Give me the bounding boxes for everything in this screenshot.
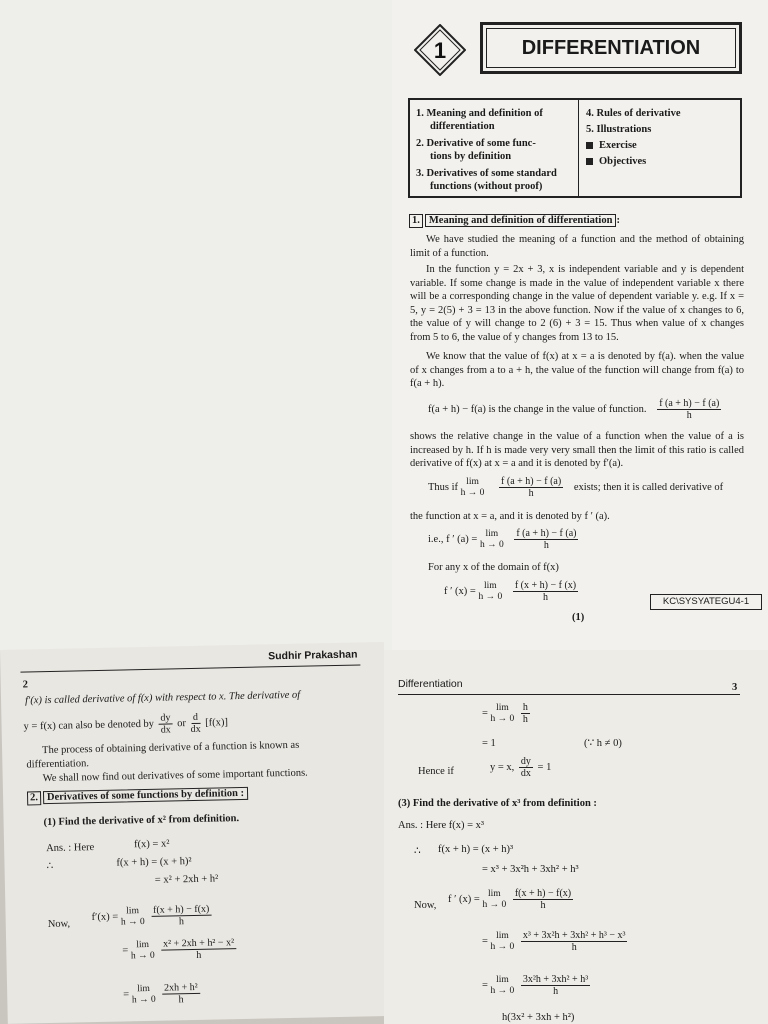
step: = lim h → 0 $\frac{\text{3x²h + 3xh² + h³}}{h}$ [482, 974, 589, 997]
paragraph: In the function y = 2x + 3, x is independent variable and y is dependent variable. If some change is made in the value of independent variable x there will be a corresponding change in the value of dependent variable y. e.g. If x = 5, y = 2(5) + 3 = 13 in the above function. Now if the value of x changes to 6, the value of y will change to 2 (6) + 3 = 15. Thus when value of x changes from 5 to 6, the value of y changes from 13 to 15. [410, 264, 744, 343]
step: = lim h → 0 $\frac{\text{2xh + h²}}{h}$ [123, 982, 202, 1007]
bullet-icon [586, 158, 593, 165]
paragraph: shows the relative change in the value of a function when the value of a is increased by h. If h is made very very small then the limit of this ratio is called derivative of f(x) at x = a and it is denoted by f′(a). [410, 431, 744, 469]
text-line: f′(x) is called derivative of f(x) with respect to x. The derivative of [24, 689, 301, 707]
chapter-opening-page [392, 0, 768, 650]
therefore-symbol: ∴ [46, 860, 54, 873]
bullet-icon [586, 142, 593, 149]
notation-line: y = f(x) can also be denoted by $\frac{dy}{dx}$ or $\frac{d}{dx}$ [f(x)] [23, 711, 229, 736]
running-header: Sudhir Prakashan [268, 648, 358, 663]
step: f′(x) = lim h → 0 $\frac{f(x + h) - f(x)}{h}$ [91, 904, 213, 930]
toc-item: functions (without proof) [430, 181, 543, 192]
step: = x² + 2xh + h² [154, 873, 219, 886]
running-header: Differentiation [398, 678, 463, 690]
step: = lim h → 0 $\frac{\text{x² + 2xh + h² − x²}}{h}$ [122, 937, 238, 962]
paragraph: We know that the value of f(x) at x = a is denoted by f(a). when the value of x changes from a to a + h, the value of the function will change from f(a) to f(a + h). [410, 351, 744, 389]
paragraph: We have studied the meaning of a function and the method of obtaining limit of a function. [410, 234, 744, 259]
hence-result: y = x, $\frac{dy}{dx}$ = 1 [490, 756, 552, 779]
section-heading: 2. Derivatives of some functions by definition : [27, 787, 248, 806]
question: (3) Find the derivative of x³ from definition : [398, 798, 597, 809]
toc-item: Objectives [586, 156, 646, 168]
page-number: 2 [22, 679, 29, 691]
answer-label: Ans. : Here f(x) = x³ [398, 820, 485, 831]
now-label: Now, [47, 918, 71, 931]
step: f(x + h) = (x + h)³ [438, 844, 514, 855]
page-code-tag: KC\SYSYATEGU4-1 [650, 594, 762, 610]
text-line: We shall now find out derivatives of some important functions. [42, 767, 308, 785]
toc-item: 1. Meaning and definition of [416, 108, 543, 119]
step: = x³ + 3x²h + 3xh² + h³ [482, 864, 579, 875]
toc-item: 4. Rules of derivative [586, 108, 681, 119]
step: f ′ (x) = lim h → 0 $\frac{f(x + h) - f(x)}{h}$ [448, 888, 572, 911]
chapter-contents-box [408, 98, 742, 198]
chapter-number-diamond [414, 24, 466, 76]
toc-item: 3. Derivatives of some standard [416, 168, 557, 179]
chapter-title-box [480, 22, 742, 74]
toc-item: 5. Illustrations [586, 124, 652, 135]
toc-item: Exercise [586, 140, 637, 152]
toc-item: differentiation [430, 121, 495, 132]
note: (∵ h ≠ 0) [584, 738, 622, 749]
paragraph: For any x of the domain of f(x) [428, 562, 559, 573]
definition-line: Thus if lim h → 0 $\frac{f (a + h) - f (a)}{h}$ exists; then it is called derivative of [428, 476, 724, 499]
derivative-formula: f ′ (x) = lim h → 0 $\frac{f (x + h) - f (x)}{h}$ [444, 580, 577, 603]
change-line: f(a + h) − f(a) is the change in the value of function. $\frac{f (a + h) - f (a)}{h}$ [428, 398, 720, 421]
text-line: The process of obtaining derivative of a function is known as [42, 739, 300, 757]
step: = 1 [482, 738, 496, 749]
chapter-number: 1 [433, 38, 447, 63]
answer-label: Ans. : Here [46, 842, 95, 855]
toc-item: tions by definition [430, 151, 512, 162]
step: = lim h → 0 $\frac{\text{x³ + 3x²h + 3xh² + h³ − x³}}{h}$ [482, 930, 626, 953]
hence-label: Hence if [418, 766, 454, 777]
derivative-at-a: i.e., f ′ (a) = lim h → 0 $\frac{f (a + h) - f (a)}{h}$ [428, 528, 577, 551]
page-2 [0, 642, 392, 1024]
step: = lim h → 0 $\frac{h}{h}$ [482, 702, 528, 725]
text-line: differentiation. [26, 758, 90, 771]
page-number: 3 [732, 682, 738, 693]
equation-number: (1) [572, 612, 585, 623]
page-3 [384, 650, 768, 1024]
header-rule [20, 664, 360, 672]
step: f(x + h) = (x + h)² [116, 856, 192, 869]
toc-item: 2. Derivative of some func- [416, 138, 536, 149]
blank-page [0, 0, 392, 650]
question: (1) Find the derivative of x² from definition. [43, 813, 240, 829]
chapter-title: DIFFERENTIATION [486, 28, 736, 68]
paragraph: the function at x = a, and it is denoted by f ′ (a). [410, 511, 610, 522]
now-label: Now, [414, 900, 437, 911]
section-heading: 1. Meaning and definition of differentiation : [409, 214, 620, 228]
therefore-symbol: ∴ [414, 846, 421, 857]
step: h(3x² + 3xh + h²) [502, 1012, 575, 1023]
step: f(x) = x² [133, 838, 170, 851]
header-rule [398, 694, 740, 695]
